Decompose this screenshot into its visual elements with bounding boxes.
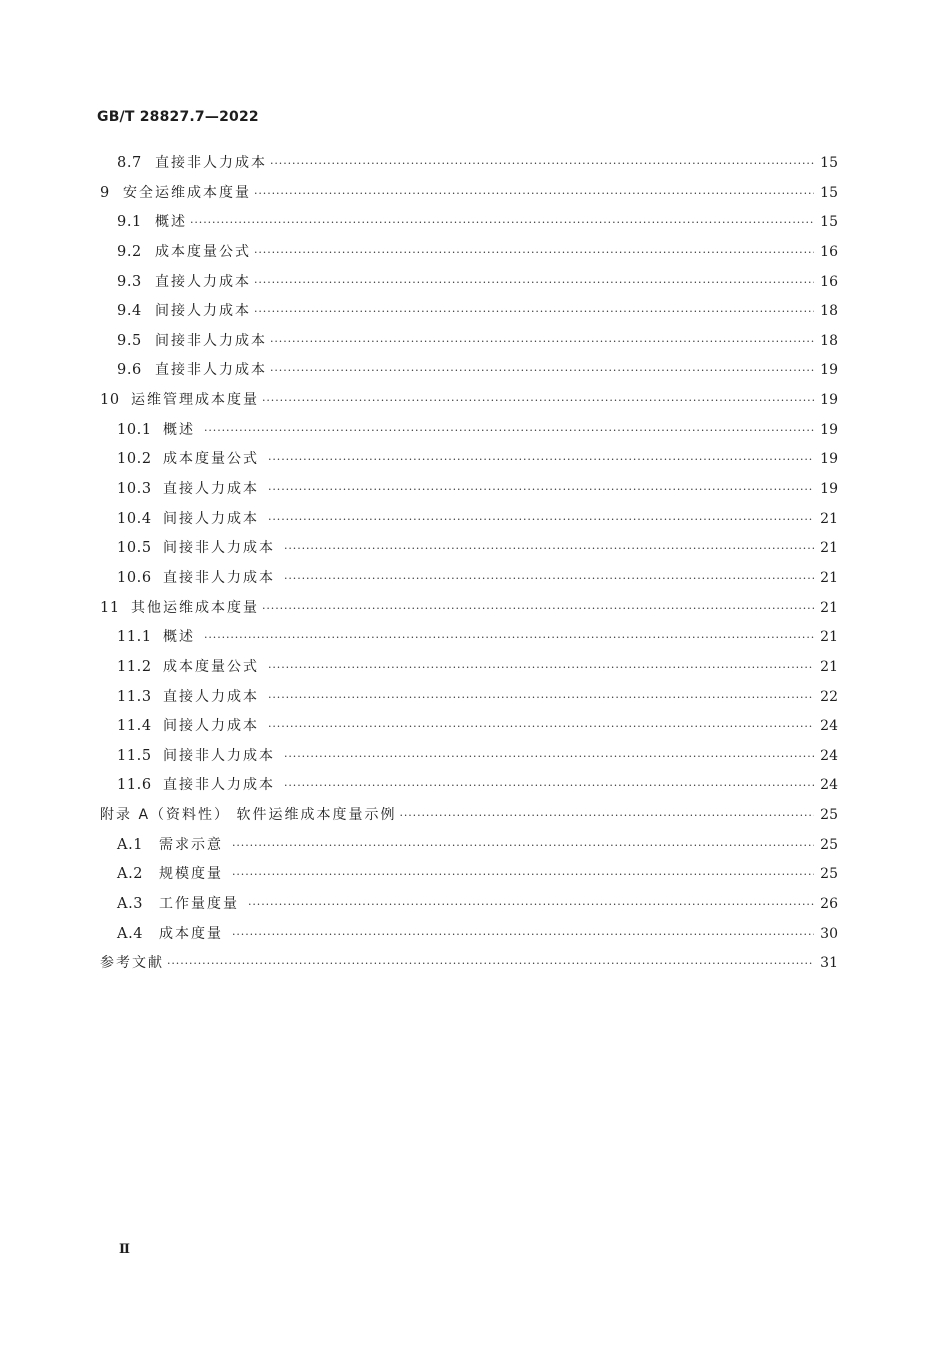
toc-entry-page: 15 (820, 155, 838, 171)
toc-entry[interactable] (0, 770, 950, 800)
toc-dot-leader (284, 750, 814, 763)
toc-entry[interactable] (0, 296, 950, 326)
toc-entry-title: 直接非人力成本 (155, 155, 267, 171)
toc-entry-title: 概述 (163, 629, 195, 646)
toc-dot-leader (262, 394, 814, 407)
toc-entry[interactable] (0, 326, 950, 356)
toc-entry-title: 概述 (155, 214, 187, 231)
toc-entry-number: A.4 (117, 925, 144, 942)
toc-entry-number: 9.5 (117, 332, 142, 349)
toc-entry[interactable] (0, 207, 950, 237)
toc-entry[interactable] (0, 711, 950, 741)
toc-entry-number: A.1 (117, 836, 144, 853)
toc-entry[interactable] (0, 563, 950, 593)
toc-dot-leader (399, 809, 814, 822)
toc-entry-page: 16 (820, 243, 838, 260)
toc-dot-leader (268, 453, 814, 466)
toc-entry-title: 其他运维成本度量 (131, 599, 259, 616)
toc-dot-leader (270, 364, 814, 377)
toc-entry-title: 成本度量公式 (163, 451, 259, 468)
toc-entry-number: 10.1 (117, 421, 152, 438)
toc-entry-page: 25 (820, 836, 838, 853)
toc-dot-leader (268, 483, 814, 496)
toc-entry-page: 19 (820, 362, 838, 379)
toc-entry[interactable] (0, 474, 950, 504)
toc-entry-page: 18 (820, 332, 838, 349)
toc-entry-title: 间接非人力成本 (163, 540, 275, 557)
toc-entry-title: 直接非人力成本 (163, 777, 275, 794)
toc-entry[interactable] (0, 622, 950, 652)
toc-dot-leader (268, 661, 814, 674)
toc-entry-page: 19 (820, 481, 838, 498)
document-id: GB/T 28827.7—2022 (97, 109, 259, 125)
toc-dot-leader (254, 187, 814, 200)
toc-entry[interactable] (0, 267, 950, 297)
toc-dot-leader (248, 898, 814, 911)
toc-dot-leader (284, 542, 814, 555)
toc-entry-number: 9.4 (117, 303, 142, 320)
toc-dot-leader (270, 157, 814, 170)
toc-entry-title: 直接人力成本 (163, 481, 259, 498)
toc-entry[interactable] (0, 889, 950, 919)
toc-entry-number: 10 (100, 392, 120, 409)
toc-entry[interactable] (0, 415, 950, 445)
toc-entry-number: 9 (100, 184, 110, 201)
toc-dot-leader (262, 602, 814, 615)
toc-entry-number: 11 (100, 599, 120, 616)
toc-entry-page: 21 (820, 599, 838, 616)
toc-entry-number: 9.2 (117, 243, 142, 260)
toc-dot-leader (232, 928, 814, 941)
toc-dot-leader (204, 424, 814, 437)
toc-entry-page: 19 (820, 392, 838, 409)
toc-entry-title: 规模度量 (159, 866, 223, 883)
toc-entry-title: 参考文献 (100, 955, 164, 972)
toc-entry-title: 间接非人力成本 (155, 332, 267, 349)
toc-entry-title: 直接非人力成本 (163, 569, 275, 586)
toc-entry[interactable] (0, 741, 950, 771)
toc-entry-title: 成本度量公式 (155, 243, 251, 260)
toc-dot-leader (268, 720, 814, 733)
toc-entry-page: 21 (820, 658, 838, 675)
page-number: Ⅱ (119, 1242, 130, 1257)
toc-entry-title: 概述 (163, 421, 195, 438)
toc-entry-page: 19 (820, 421, 838, 438)
toc-entry[interactable] (0, 593, 950, 623)
toc-entry[interactable] (0, 355, 950, 385)
toc-entry[interactable] (0, 504, 950, 534)
toc-dot-leader (270, 335, 814, 348)
toc-entry-title: 间接人力成本 (163, 510, 259, 527)
toc-entry[interactable] (0, 830, 950, 860)
toc-entry-page: 25 (820, 866, 838, 883)
toc-entry-number: 10.6 (117, 569, 152, 586)
toc-entry-number: 10.3 (117, 481, 152, 498)
toc-entry-title: 工作量度量 (159, 896, 239, 913)
toc-entry[interactable] (0, 178, 950, 208)
toc-dot-leader (284, 779, 814, 792)
toc-dot-leader (167, 957, 814, 970)
table-of-contents (0, 148, 950, 978)
toc-entry-number: 11.2 (117, 658, 152, 675)
toc-entry-number: A.3 (117, 896, 144, 913)
toc-entry-title: 成本度量 (159, 925, 223, 942)
toc-entry-page: 15 (820, 214, 838, 231)
toc-entry-page: 21 (820, 629, 838, 646)
toc-entry-page: 31 (820, 955, 838, 972)
toc-entry-title: 成本度量公式 (163, 658, 259, 675)
toc-entry-title: 间接非人力成本 (163, 747, 275, 764)
toc-entry[interactable] (0, 385, 950, 415)
toc-entry[interactable] (0, 148, 950, 178)
toc-entry-title: 运维管理成本度量 (131, 392, 259, 409)
toc-entry-title: 直接人力成本 (163, 688, 259, 705)
toc-entry-number: 10.5 (117, 540, 152, 557)
toc-entry[interactable] (0, 800, 950, 830)
toc-entry-page: 22 (820, 688, 838, 705)
toc-entry[interactable] (0, 444, 950, 474)
toc-entry[interactable] (0, 948, 950, 978)
toc-entry-page: 18 (820, 303, 838, 320)
toc-entry[interactable] (0, 682, 950, 712)
toc-entry-page: 21 (820, 510, 838, 527)
toc-dot-leader (268, 691, 814, 704)
toc-entry[interactable] (0, 237, 950, 267)
toc-entry-number: 9.3 (117, 273, 142, 290)
toc-entry-page: 21 (820, 569, 838, 586)
toc-entry-number: 10.4 (117, 510, 152, 527)
toc-entry-number: 11.1 (117, 629, 152, 646)
toc-entry[interactable] (0, 919, 950, 949)
toc-entry-page: 26 (820, 896, 838, 913)
toc-entry-number: 10.2 (117, 451, 152, 468)
toc-entry-title: 安全运维成本度量 (123, 184, 251, 201)
toc-dot-leader (284, 572, 814, 585)
toc-entry-number: 11.3 (117, 688, 152, 705)
toc-entry-page: 15 (820, 184, 838, 201)
toc-entry-page: 30 (820, 925, 838, 942)
toc-dot-leader (190, 216, 814, 229)
toc-entry[interactable] (0, 533, 950, 563)
toc-entry-page: 24 (820, 747, 838, 764)
toc-entry-title: 直接非人力成本 (155, 362, 267, 379)
toc-entry-page: 19 (820, 451, 838, 468)
toc-entry[interactable] (0, 652, 950, 682)
toc-entry-page: 24 (820, 718, 838, 735)
toc-dot-leader (254, 276, 814, 289)
toc-dot-leader (254, 246, 814, 259)
toc-entry-number: 11.6 (117, 777, 152, 794)
toc-entry-page: 16 (820, 273, 838, 290)
toc-entry-title: 间接人力成本 (163, 718, 259, 735)
toc-entry-number: 9.1 (117, 214, 142, 231)
toc-dot-leader (254, 305, 814, 318)
toc-entry-title: 附录 A（资料性） 软件运维成本度量示例 (100, 807, 397, 824)
toc-entry-title: 直接人力成本 (155, 273, 251, 290)
toc-entry[interactable] (0, 859, 950, 889)
toc-entry-title: 间接人力成本 (155, 303, 251, 320)
toc-entry-page: 24 (820, 777, 838, 794)
toc-entry-number: 9.6 (117, 362, 142, 379)
toc-dot-leader (204, 631, 814, 644)
toc-entry-page: 25 (820, 807, 838, 824)
toc-entry-title: 需求示意 (159, 836, 223, 853)
toc-entry-number: 11.4 (117, 718, 152, 735)
toc-dot-leader (268, 513, 814, 526)
toc-entry-number: A.2 (117, 866, 144, 883)
toc-entry-number: 8.7 (117, 155, 142, 171)
toc-entry-number: 11.5 (117, 747, 152, 764)
toc-dot-leader (232, 868, 814, 881)
toc-entry-page: 21 (820, 540, 838, 557)
toc-dot-leader (232, 839, 814, 852)
